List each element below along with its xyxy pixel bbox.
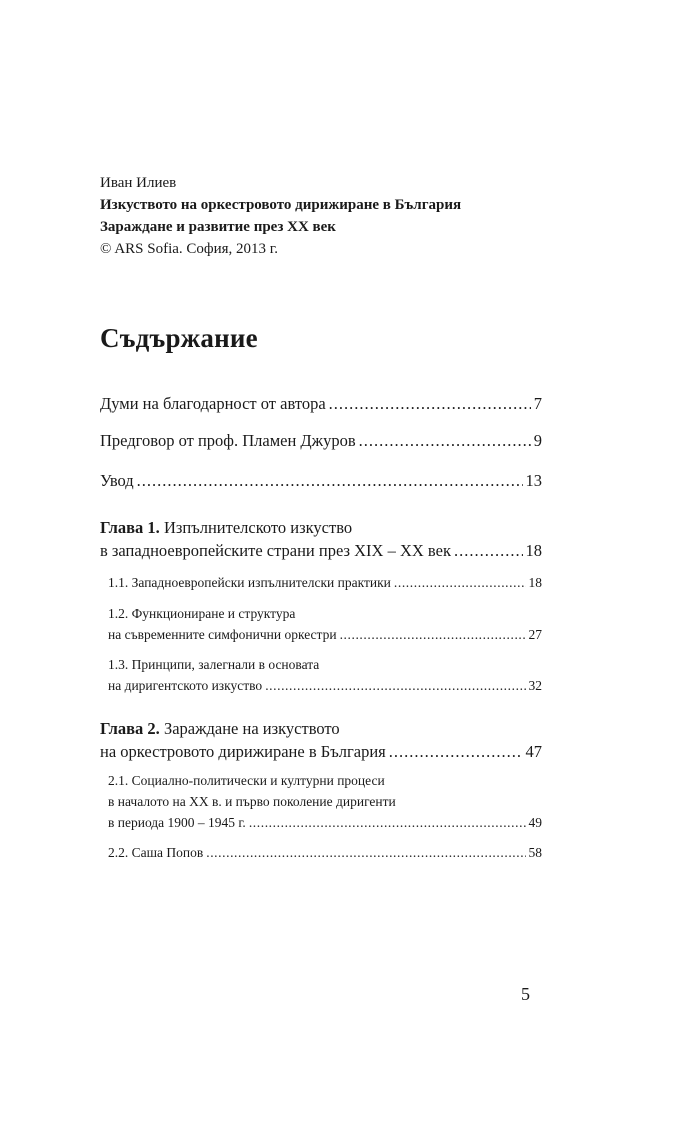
- toc-entry-foreword: [100, 429, 542, 453]
- section-title-cont: в началото на ХХ в. и първо поколение диригенти: [108, 794, 396, 809]
- leader-dots: [389, 740, 523, 763]
- chapter-title-line-2: на оркестровото дирижиране в България: [100, 742, 386, 761]
- chapter-title-line-2: в западноевропейските страни през ХІХ – ХХ век: [100, 541, 451, 560]
- section-title-cont: на съвременните симфонични оркестри: [108, 627, 337, 642]
- toc-chapter-2: [100, 717, 542, 763]
- imprint-block: [100, 172, 570, 260]
- section-title: 2.1. Социално-политически и културни процеси: [108, 773, 385, 788]
- toc-entry-title: Увод: [100, 471, 134, 490]
- leader-dots: [340, 624, 526, 645]
- toc-page-number: 7: [533, 394, 542, 413]
- section-title: 1.3. Принципи, залегнали в основата: [108, 657, 320, 672]
- chapter-title-line-1: Зараждане на изкуството: [163, 719, 340, 738]
- toc-section-1-2: [108, 603, 542, 645]
- toc-entry-introduction: [100, 469, 542, 493]
- toc-heading: Съдържание: [100, 323, 258, 353]
- toc-page-number: 18: [525, 541, 542, 560]
- toc-page-number: 9: [533, 431, 542, 450]
- toc-page-number: 32: [528, 678, 542, 693]
- chapter-label: Глава 1.: [100, 518, 160, 537]
- author-name: Иван Илиев: [100, 175, 177, 191]
- leader-dots: [454, 539, 523, 562]
- toc-page-number: 58: [528, 845, 542, 860]
- leader-dots: [265, 675, 525, 696]
- book-title: Изкуството на оркестровото дирижиране в България: [100, 197, 462, 213]
- chapter-title-line-1: Изпълнителското изкуство: [163, 518, 353, 537]
- section-title: 1.1. Западноевропейски изпълнителски практики: [108, 575, 391, 590]
- toc-entry-acknowledgements: [100, 392, 542, 416]
- leader-dots: [137, 469, 523, 493]
- toc-page-number: 27: [528, 627, 542, 642]
- section-title-cont: на диригентското изкуство: [108, 678, 263, 693]
- toc-page-number: 49: [528, 815, 542, 830]
- section-title-cont: в периода 1900 – 1945 г.: [108, 815, 246, 830]
- leader-dots: [329, 392, 531, 416]
- toc-page-number: 13: [525, 471, 542, 490]
- book-subtitle: Зараждане и развитие през ХХ век: [100, 219, 336, 235]
- leader-dots: [394, 572, 526, 593]
- page-number: 5: [521, 984, 530, 1004]
- leader-dots: [359, 429, 531, 453]
- chapter-label: Глава 2.: [100, 719, 160, 738]
- toc-section-2-2: [108, 842, 542, 863]
- toc-entry-title: Думи на благодарност от автора: [100, 394, 326, 413]
- toc-chapter-1: [100, 516, 542, 562]
- toc-entry-title: Предговор от проф. Пламен Джуров: [100, 431, 356, 450]
- section-title: 2.2. Саша Попов: [108, 845, 204, 860]
- toc-section-1-3: [108, 654, 542, 696]
- toc-section-2-1: [108, 770, 542, 833]
- toc-section-1-1: [108, 572, 542, 593]
- publisher-line: © ARS Sofia. София, 2013 г.: [100, 241, 279, 257]
- leader-dots: [249, 812, 526, 833]
- toc-page-number: 18: [528, 575, 542, 590]
- section-title: 1.2. Функциониране и структура: [108, 606, 296, 621]
- toc-page-number: 47: [525, 742, 542, 761]
- leader-dots: [206, 842, 525, 863]
